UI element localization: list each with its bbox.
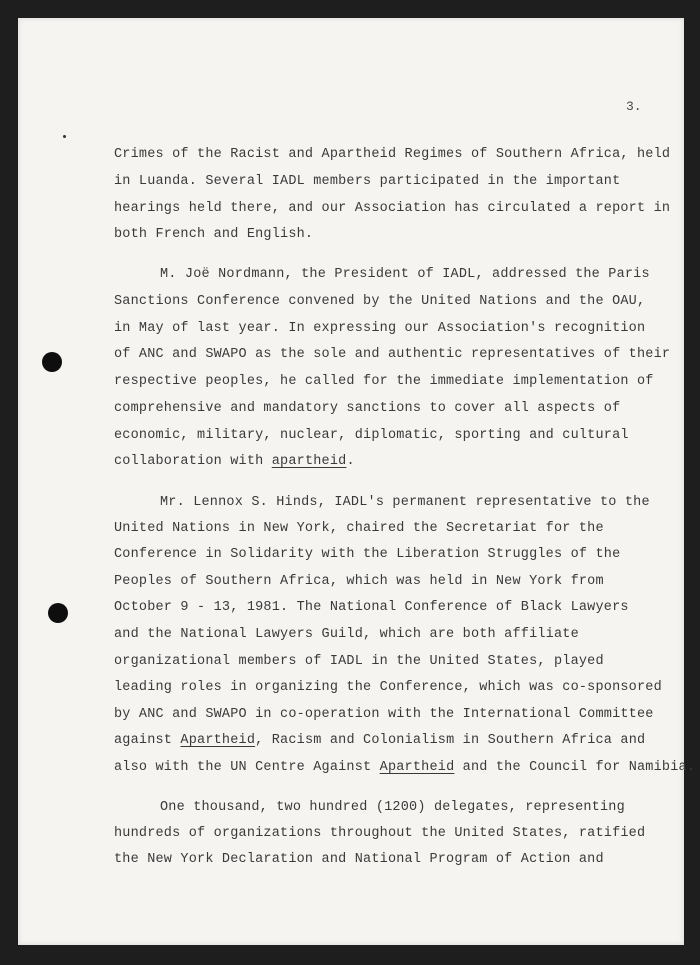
punch-hole-top bbox=[42, 352, 62, 372]
paragraph-3-line-8: leading roles in organizing the Conference, which was co-sponsored bbox=[114, 680, 662, 695]
underlined-term: Apartheid bbox=[180, 733, 256, 748]
paragraph-3-line-4: Peoples of Southern Africa, which was held in New York from bbox=[114, 574, 604, 589]
paragraph-2-line-2: Sanctions Conference convened by the United Nations and the OAU, bbox=[114, 294, 646, 309]
paragraph-3-line-9: by ANC and SWAPO in co-operation with the International Committee bbox=[114, 707, 654, 722]
paragraph-3-line-10 bbox=[114, 733, 645, 748]
paragraph-3-line-6: and the National Lawyers Guild, which are both affiliate bbox=[114, 627, 579, 642]
paragraph-4-line-1: One thousand, two hundred (1200) delegates, representing bbox=[160, 800, 625, 815]
paragraph-2-line-5: respective peoples, he called for the immediate implementation of bbox=[114, 374, 654, 389]
paragraph-1-line-3: hearings held there, and our Association has circulated a report in bbox=[114, 201, 671, 216]
paragraph-3-line-2: United Nations in New York, chaired the Secretariat for the bbox=[114, 521, 604, 536]
paragraph-2-line-4: of ANC and SWAPO as the sole and authentic representatives of their bbox=[114, 347, 671, 362]
paragraph-2-line-1: M. Joë Nordmann, the President of IADL, addressed the Paris bbox=[160, 267, 650, 282]
text-segment: also with the UN Centre Against bbox=[114, 760, 380, 775]
text-segment: , Racism and Colonialism in Southern Africa and bbox=[255, 733, 646, 748]
paragraph-2-line-6: comprehensive and mandatory sanctions to cover all aspects of bbox=[114, 401, 621, 416]
paragraph-1-line-1: Crimes of the Racist and Apartheid Regimes of Southern Africa, held bbox=[114, 147, 671, 162]
text-segment: and the Council for Namibia. bbox=[454, 760, 696, 775]
paragraph-3-line-1: Mr. Lennox S. Hinds, IADL's permanent representative to the bbox=[160, 495, 650, 510]
paragraph-4-line-2: hundreds of organizations throughout the United States, ratified bbox=[114, 826, 646, 841]
paragraph-1-line-2: in Luanda. Several IADL members participated in the important bbox=[114, 174, 621, 189]
paragraph-3-line-5: October 9 - 13, 1981. The National Conference of Black Lawyers bbox=[114, 600, 629, 615]
paragraph-3-line-11 bbox=[114, 760, 695, 775]
paragraph-2-line-7: economic, military, nuclear, diplomatic, sporting and cultural bbox=[114, 428, 629, 443]
text-segment: against bbox=[114, 733, 181, 748]
paragraph-1-line-4: both French and English. bbox=[114, 227, 314, 242]
underlined-term: apartheid bbox=[271, 454, 347, 469]
paragraph-4-line-3: the New York Declaration and National Program of Action and bbox=[114, 852, 604, 867]
text-segment: . bbox=[346, 454, 355, 469]
paragraph-2-line-3: in May of last year. In expressing our Association's recognition bbox=[114, 321, 646, 336]
punch-hole-bottom bbox=[48, 603, 68, 623]
paragraph-2-line-8 bbox=[114, 454, 355, 469]
text-segment: collaboration with bbox=[114, 454, 272, 469]
ink-speck bbox=[63, 135, 66, 138]
page-number: 3. bbox=[626, 99, 642, 114]
underlined-term: Apartheid bbox=[379, 760, 455, 775]
paragraph-3-line-3: Conference in Solidarity with the Liberation Struggles of the bbox=[114, 547, 621, 562]
paragraph-3-line-7: organizational members of IADL in the United States, played bbox=[114, 654, 604, 669]
